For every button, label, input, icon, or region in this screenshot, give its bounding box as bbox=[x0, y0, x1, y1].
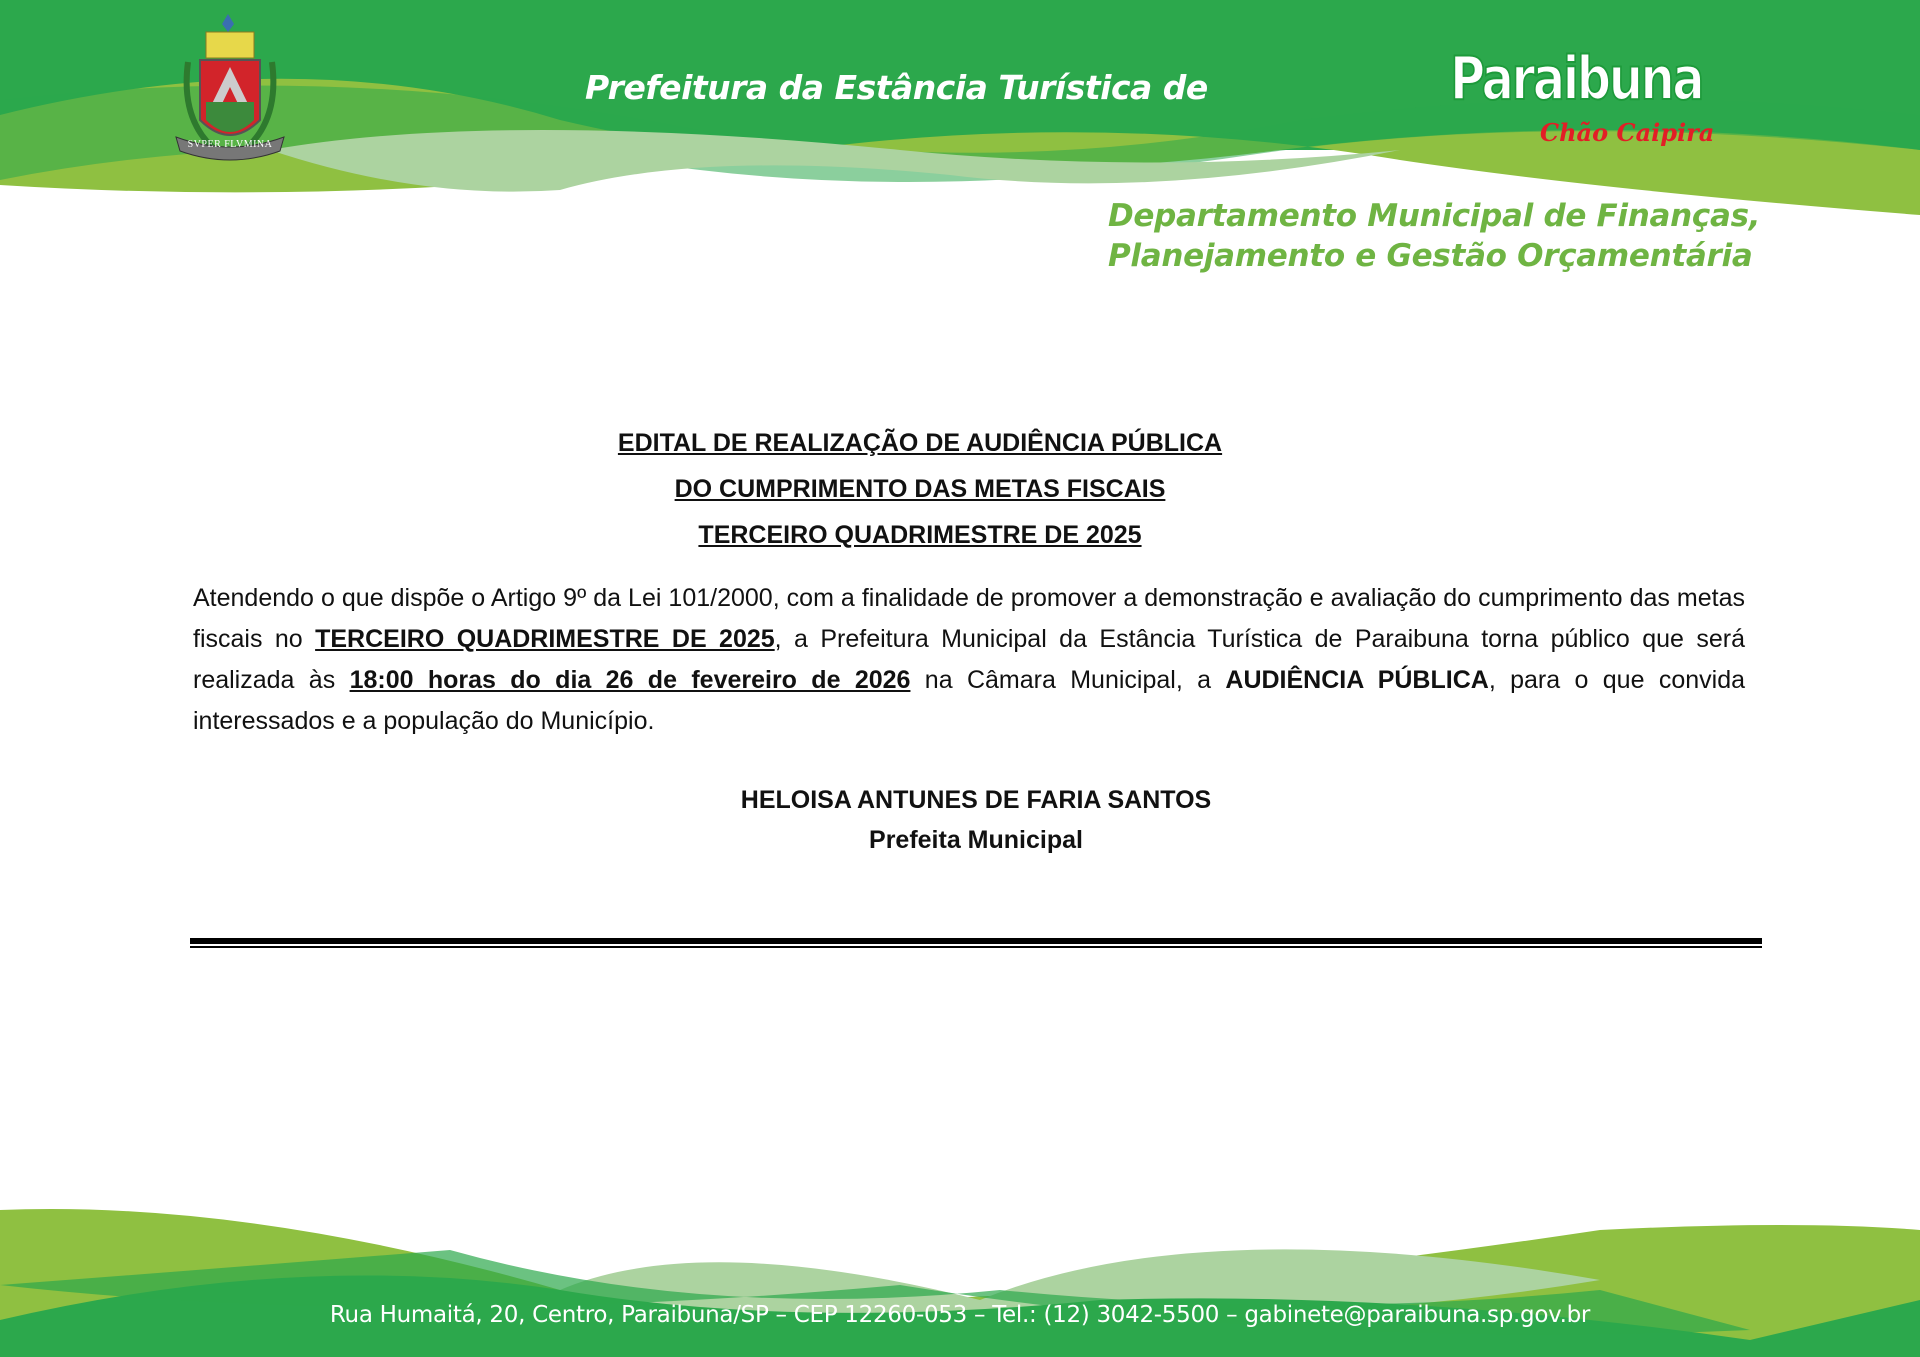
divider-thin bbox=[190, 946, 1762, 948]
footer-wave-banner bbox=[0, 1190, 1920, 1357]
paraibuna-logo bbox=[1450, 46, 1730, 156]
footer-contact: Rua Humaitá, 20, Centro, Paraibuna/SP – CEP 12260-053 – Tel.: (12) 3042-5500 – gabinete@paraibuna.sp.gov.br bbox=[329, 1302, 1591, 1328]
department-line-1: Departamento Municipal de Finanças, bbox=[1108, 198, 1761, 234]
signatory-role: Prefeita Municipal bbox=[869, 826, 1083, 854]
logo-text: Paraibuna bbox=[1450, 44, 1703, 114]
body-text-4: , para o que convida interessados e a população do Município. bbox=[193, 666, 1746, 735]
body-text-1: Atendendo o que dispõe o Artigo 9º da Lei 101/2000, com a finalidade de promover a demonstração e avaliação do cumprimento das metas fiscais no bbox=[193, 584, 1745, 653]
department-name bbox=[1108, 196, 1760, 276]
audiencia-highlight: AUDIÊNCIA PÚBLICA bbox=[1225, 666, 1489, 694]
title-line-3: TERCEIRO QUADRIMESTRE DE 2025 bbox=[698, 521, 1142, 549]
header-title: Prefeitura da Estância Turística de bbox=[585, 68, 1208, 107]
body-paragraph bbox=[193, 578, 1745, 742]
divider-thick bbox=[190, 938, 1762, 944]
title-line-2: DO CUMPRIMENTO DAS METAS FISCAIS bbox=[674, 475, 1166, 503]
logo-subtext: Chão Caipira bbox=[1540, 118, 1715, 147]
date-time-highlight: 18:00 horas do dia 26 de fevereiro de 2026 bbox=[349, 666, 911, 694]
title-line-1: EDITAL DE REALIZAÇÃO DE AUDIÊNCIA PÚBLICA bbox=[617, 429, 1223, 457]
body-text-2: , a Prefeitura Municipal da Estância Turística de Paraibuna torna público que será realizada às bbox=[193, 625, 1746, 694]
department-line-2: Planejamento e Gestão Orçamentária bbox=[1108, 238, 1753, 274]
signature-block bbox=[0, 780, 1920, 860]
body-text-3: na Câmara Municipal, a bbox=[910, 666, 1226, 694]
document-title bbox=[0, 420, 1840, 558]
signatory-name: HELOISA ANTUNES DE FARIA SANTOS bbox=[740, 786, 1212, 814]
period-highlight: TERCEIRO QUADRIMESTRE DE 2025 bbox=[315, 625, 775, 653]
crest-motto: SVPER FLVMINA bbox=[187, 139, 273, 150]
